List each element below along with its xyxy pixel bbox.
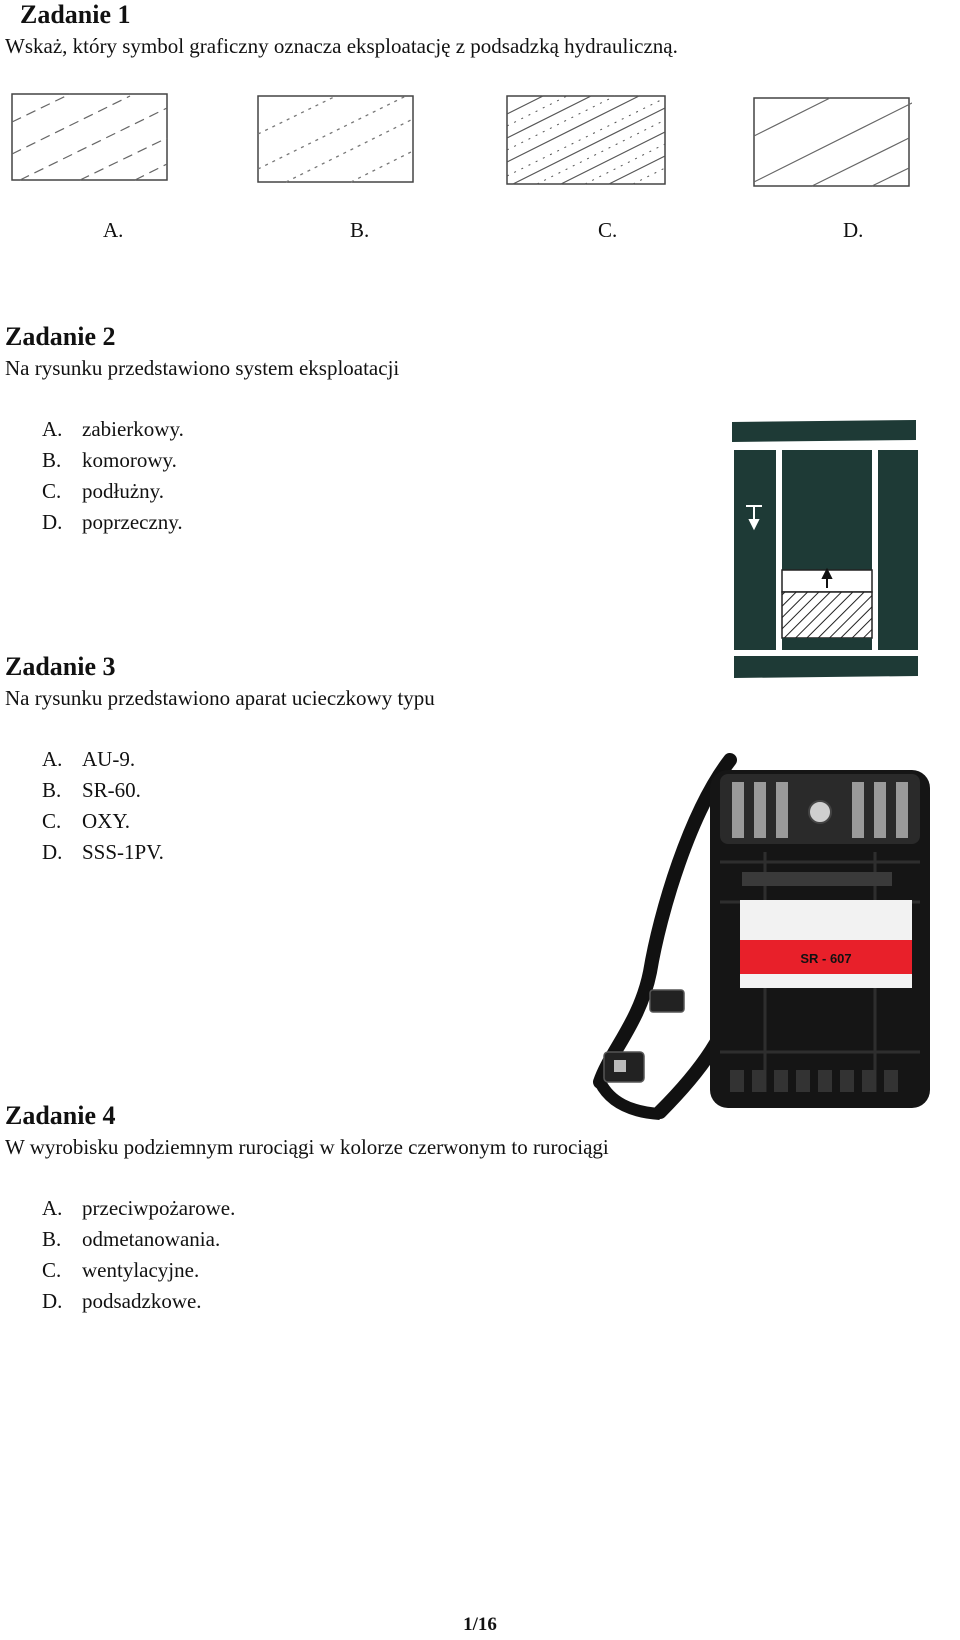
q3-option-a: A. AU-9. xyxy=(42,747,136,771)
q3-text: Na rysunku przedstawiono aparat ucieczkowy typu xyxy=(5,686,435,710)
q4-options xyxy=(42,1193,235,1317)
q4-option-c: C. wentylacyjne. xyxy=(42,1258,200,1282)
q2-option-d: D. poprzeczny. xyxy=(42,510,183,534)
q4-option-b: B. odmetanowania. xyxy=(42,1227,221,1251)
q2-text: Na rysunku przedstawiono system eksploatacji xyxy=(5,356,400,380)
mining-system-diagram xyxy=(730,420,920,682)
page-number: 1/16 xyxy=(463,1614,497,1635)
q3-title: Zadanie 3 xyxy=(5,652,116,681)
q2-option-c: C. podłużny. xyxy=(42,479,165,503)
q3-options xyxy=(42,744,164,868)
q2-option-b: B. komorowy. xyxy=(42,448,177,472)
q3-option-d: D. SSS-1PV. xyxy=(42,840,164,864)
q4-text: W wyrobisku podziemnym rurociągi w kolorze czerwonym to rurociągi xyxy=(5,1135,609,1159)
symbol-a-label: A. xyxy=(103,218,124,242)
q4-title: Zadanie 4 xyxy=(5,1101,116,1130)
q2-options xyxy=(42,414,184,538)
symbol-d xyxy=(752,96,912,190)
symbol-b xyxy=(256,94,416,186)
q3-option-c: C. OXY. xyxy=(42,809,131,833)
q1-text: Wskaż, który symbol graficzny oznacza eksploatację z podsadzką hydrauliczną. xyxy=(5,34,678,58)
symbol-a xyxy=(10,92,170,184)
q4-option-a: A. przeciwpożarowe. xyxy=(42,1196,236,1220)
symbol-c xyxy=(505,94,669,188)
escape-apparatus-image xyxy=(590,752,940,1124)
symbol-c-label: C. xyxy=(598,218,618,242)
q3-option-b: B. SR-60. xyxy=(42,778,141,802)
q2-option-a: A. zabierkowy. xyxy=(42,417,184,441)
symbol-b-label: B. xyxy=(350,218,370,242)
q1-title: Zadanie 1 xyxy=(20,0,131,29)
q4-option-d: D. podsadzkowe. xyxy=(42,1289,202,1313)
symbol-d-label: D. xyxy=(843,218,864,242)
q2-title: Zadanie 2 xyxy=(5,322,116,351)
device-model-label: SR - 607 xyxy=(800,951,852,966)
